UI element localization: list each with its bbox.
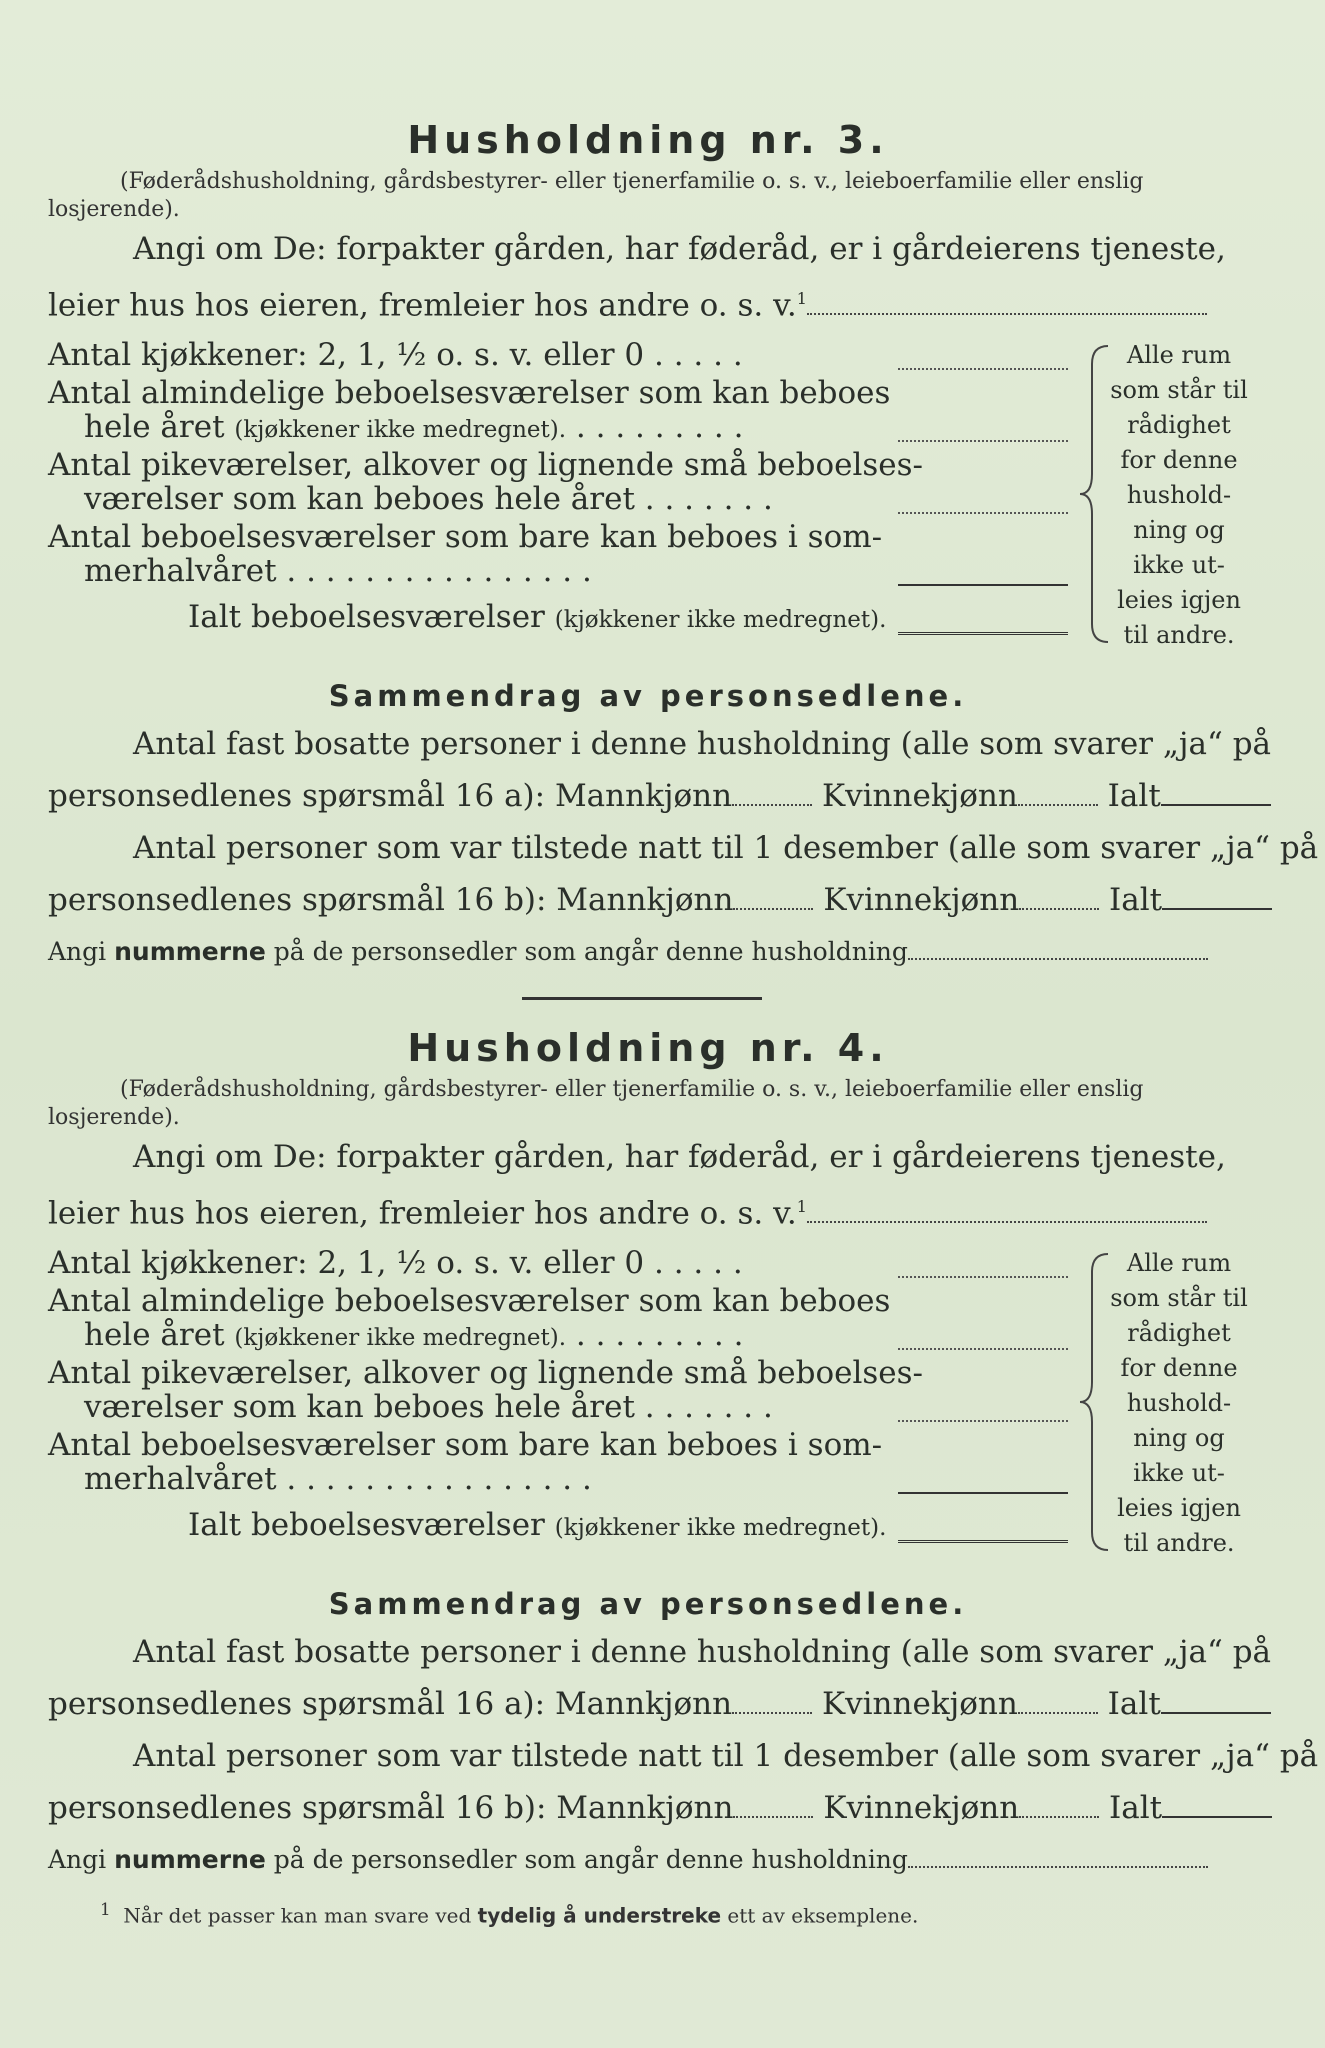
present-total-field[interactable]	[1162, 874, 1272, 910]
angi-numbers-line: Angi nummerne på de personsedler som angår denne husholdning	[48, 1834, 1248, 1886]
present-female-field[interactable]	[1019, 1808, 1099, 1818]
maid-rooms-field[interactable]	[898, 1418, 1068, 1422]
angi-numbers-field[interactable]	[908, 950, 1208, 960]
total-rooms-field[interactable]	[898, 628, 1068, 635]
total-rooms-row: Ialt beboelsesværelser (kjøkkener ikke medregnet).	[188, 599, 887, 635]
summer-rooms-row-a: Antal beboelsesværelser som bare kan beboes i som-	[48, 519, 883, 555]
ordinary-rooms-row-b: hele året (kjøkkener ikke medregnet). . . . . . . . . .	[84, 1317, 744, 1353]
ordinary-rooms-field[interactable]	[898, 438, 1068, 442]
rooms-block	[48, 338, 1248, 658]
fast-total-field[interactable]	[1161, 770, 1271, 806]
ordinary-rooms-field[interactable]	[898, 1346, 1068, 1350]
summary-title: Sammendrag av personsedlene.	[328, 679, 968, 713]
household-title: Husholdning nr. 3.	[407, 118, 889, 162]
fast-male-field[interactable]	[732, 1704, 812, 1714]
summer-rooms-row-b: merhalvåret . . . . . . . . . . . . . . . .	[84, 1461, 592, 1497]
household-title: Husholdning nr. 4.	[407, 1026, 889, 1070]
present-female-field[interactable]	[1019, 900, 1099, 910]
summer-rooms-field[interactable]	[898, 1490, 1068, 1494]
maid-rooms-row-a: Antal pikeværelser, alkover og lignende små beboelses-	[48, 1355, 924, 1391]
present-line-1: Antal personer som var tilstede natt til 1 desember (alle som svarer „ja“ på	[133, 830, 1319, 866]
maid-rooms-row-b: værelser som kan beboes hele året . . . . . . .	[84, 1389, 773, 1425]
section-divider	[522, 997, 762, 1000]
angi-line-2: leier hus hos eieren, fremleier hos andre o. s. v.$^1$	[48, 1182, 1248, 1232]
fast-total-field[interactable]	[1161, 1678, 1271, 1714]
ordinary-rooms-row-a: Antal almindelige beboelsesværelser som kan beboes	[48, 375, 891, 411]
present-line-2: personsedlenes spørsmål 16 b): Mannkjønn Kvinnekjønn Ialt	[48, 874, 1248, 926]
present-line-1: Antal personer som var tilstede natt til 1 desember (alle som svarer „ja“ på	[133, 1738, 1319, 1774]
rooms-block	[48, 1246, 1248, 1566]
maid-rooms-row-a: Antal pikeværelser, alkover og lignende små beboelses-	[48, 447, 924, 483]
total-rooms-row: Ialt beboelsesværelser (kjøkkener ikke medregnet).	[188, 1507, 887, 1543]
footnote: $^1$ Når det passer kan man svare ved tydelig å understreke ett av eksemplene.	[100, 1900, 919, 1928]
fast-line-1: Antal fast bosatte personer i denne husholdning (alle som svarer „ja“ på	[133, 726, 1272, 762]
maid-rooms-row-b: værelser som kan beboes hele året . . . . . . .	[84, 481, 773, 517]
ordinary-rooms-row-b: hele året (kjøkkener ikke medregnet). . . . . . . . . .	[84, 409, 744, 445]
maid-rooms-field[interactable]	[898, 510, 1068, 514]
angi-line-1: Angi om De: forpakter gården, har føderåd, er i gårdeierens tjeneste,	[133, 1139, 1226, 1175]
kitchens-field[interactable]	[898, 366, 1068, 370]
household-4-section	[48, 1020, 1319, 1886]
fast-female-field[interactable]	[1018, 796, 1098, 806]
kitchens-row: Antal kjøkkener: 2, 1, ½ o. s. v. eller 0 . . . . .	[48, 1245, 743, 1281]
household-subtitle: (Føderådshusholdning, gårdsbestyrer- eller tjenerfamilie o. s. v., leieboerfamilie eller enslig losjerende).	[48, 169, 1144, 222]
angi-line-2: leier hus hos eieren, fremleier hos andre o. s. v.$^1$	[48, 274, 1248, 324]
rooms-note: Alle rum som står til rådighet for denne hushold- ning og ikke ut- leies igjen til andre.	[1110, 1249, 1248, 1557]
present-male-field[interactable]	[733, 900, 813, 910]
fast-line-2: personsedlenes spørsmål 16 a): Mannkjønn Kvinnekjønn Ialt	[48, 1678, 1248, 1730]
total-rooms-field[interactable]	[898, 1536, 1068, 1543]
household-subtitle: (Føderådshusholdning, gårdsbestyrer- eller tjenerfamilie o. s. v., leieboerfamilie eller enslig losjerende).	[48, 1077, 1144, 1130]
present-line-2: personsedlenes spørsmål 16 b): Mannkjønn Kvinnekjønn Ialt	[48, 1782, 1248, 1834]
angi-numbers-field[interactable]	[908, 1858, 1208, 1868]
summer-rooms-field[interactable]	[898, 582, 1068, 586]
ordinary-rooms-row-a: Antal almindelige beboelsesværelser som kan beboes	[48, 1283, 891, 1319]
rooms-note: Alle rum som står til rådighet for denne hushold- ning og ikke ut- leies igjen til andre.	[1110, 341, 1248, 649]
angi-answer-field[interactable]	[807, 1213, 1207, 1223]
summer-rooms-row-a: Antal beboelsesværelser som bare kan beboes i som-	[48, 1427, 883, 1463]
summer-rooms-row-b: merhalvåret . . . . . . . . . . . . . . . .	[84, 553, 592, 589]
angi-answer-field[interactable]	[807, 305, 1207, 315]
present-male-field[interactable]	[733, 1808, 813, 1818]
summary-title: Sammendrag av personsedlene.	[328, 1587, 968, 1621]
fast-female-field[interactable]	[1018, 1704, 1098, 1714]
angi-numbers-line: Angi nummerne på de personsedler som angår denne husholdning	[48, 926, 1248, 978]
kitchens-row: Antal kjøkkener: 2, 1, ½ o. s. v. eller 0 . . . . .	[48, 337, 743, 373]
fast-line-1: Antal fast bosatte personer i denne husholdning (alle som svarer „ja“ på	[133, 1634, 1272, 1670]
fast-line-2: personsedlenes spørsmål 16 a): Mannkjønn Kvinnekjønn Ialt	[48, 770, 1248, 822]
angi-line-1: Angi om De: forpakter gården, har føderåd, er i gårdeierens tjeneste,	[133, 231, 1226, 267]
fast-male-field[interactable]	[732, 796, 812, 806]
household-3-section	[48, 112, 1319, 978]
present-total-field[interactable]	[1162, 1782, 1272, 1818]
kitchens-field[interactable]	[898, 1274, 1068, 1278]
